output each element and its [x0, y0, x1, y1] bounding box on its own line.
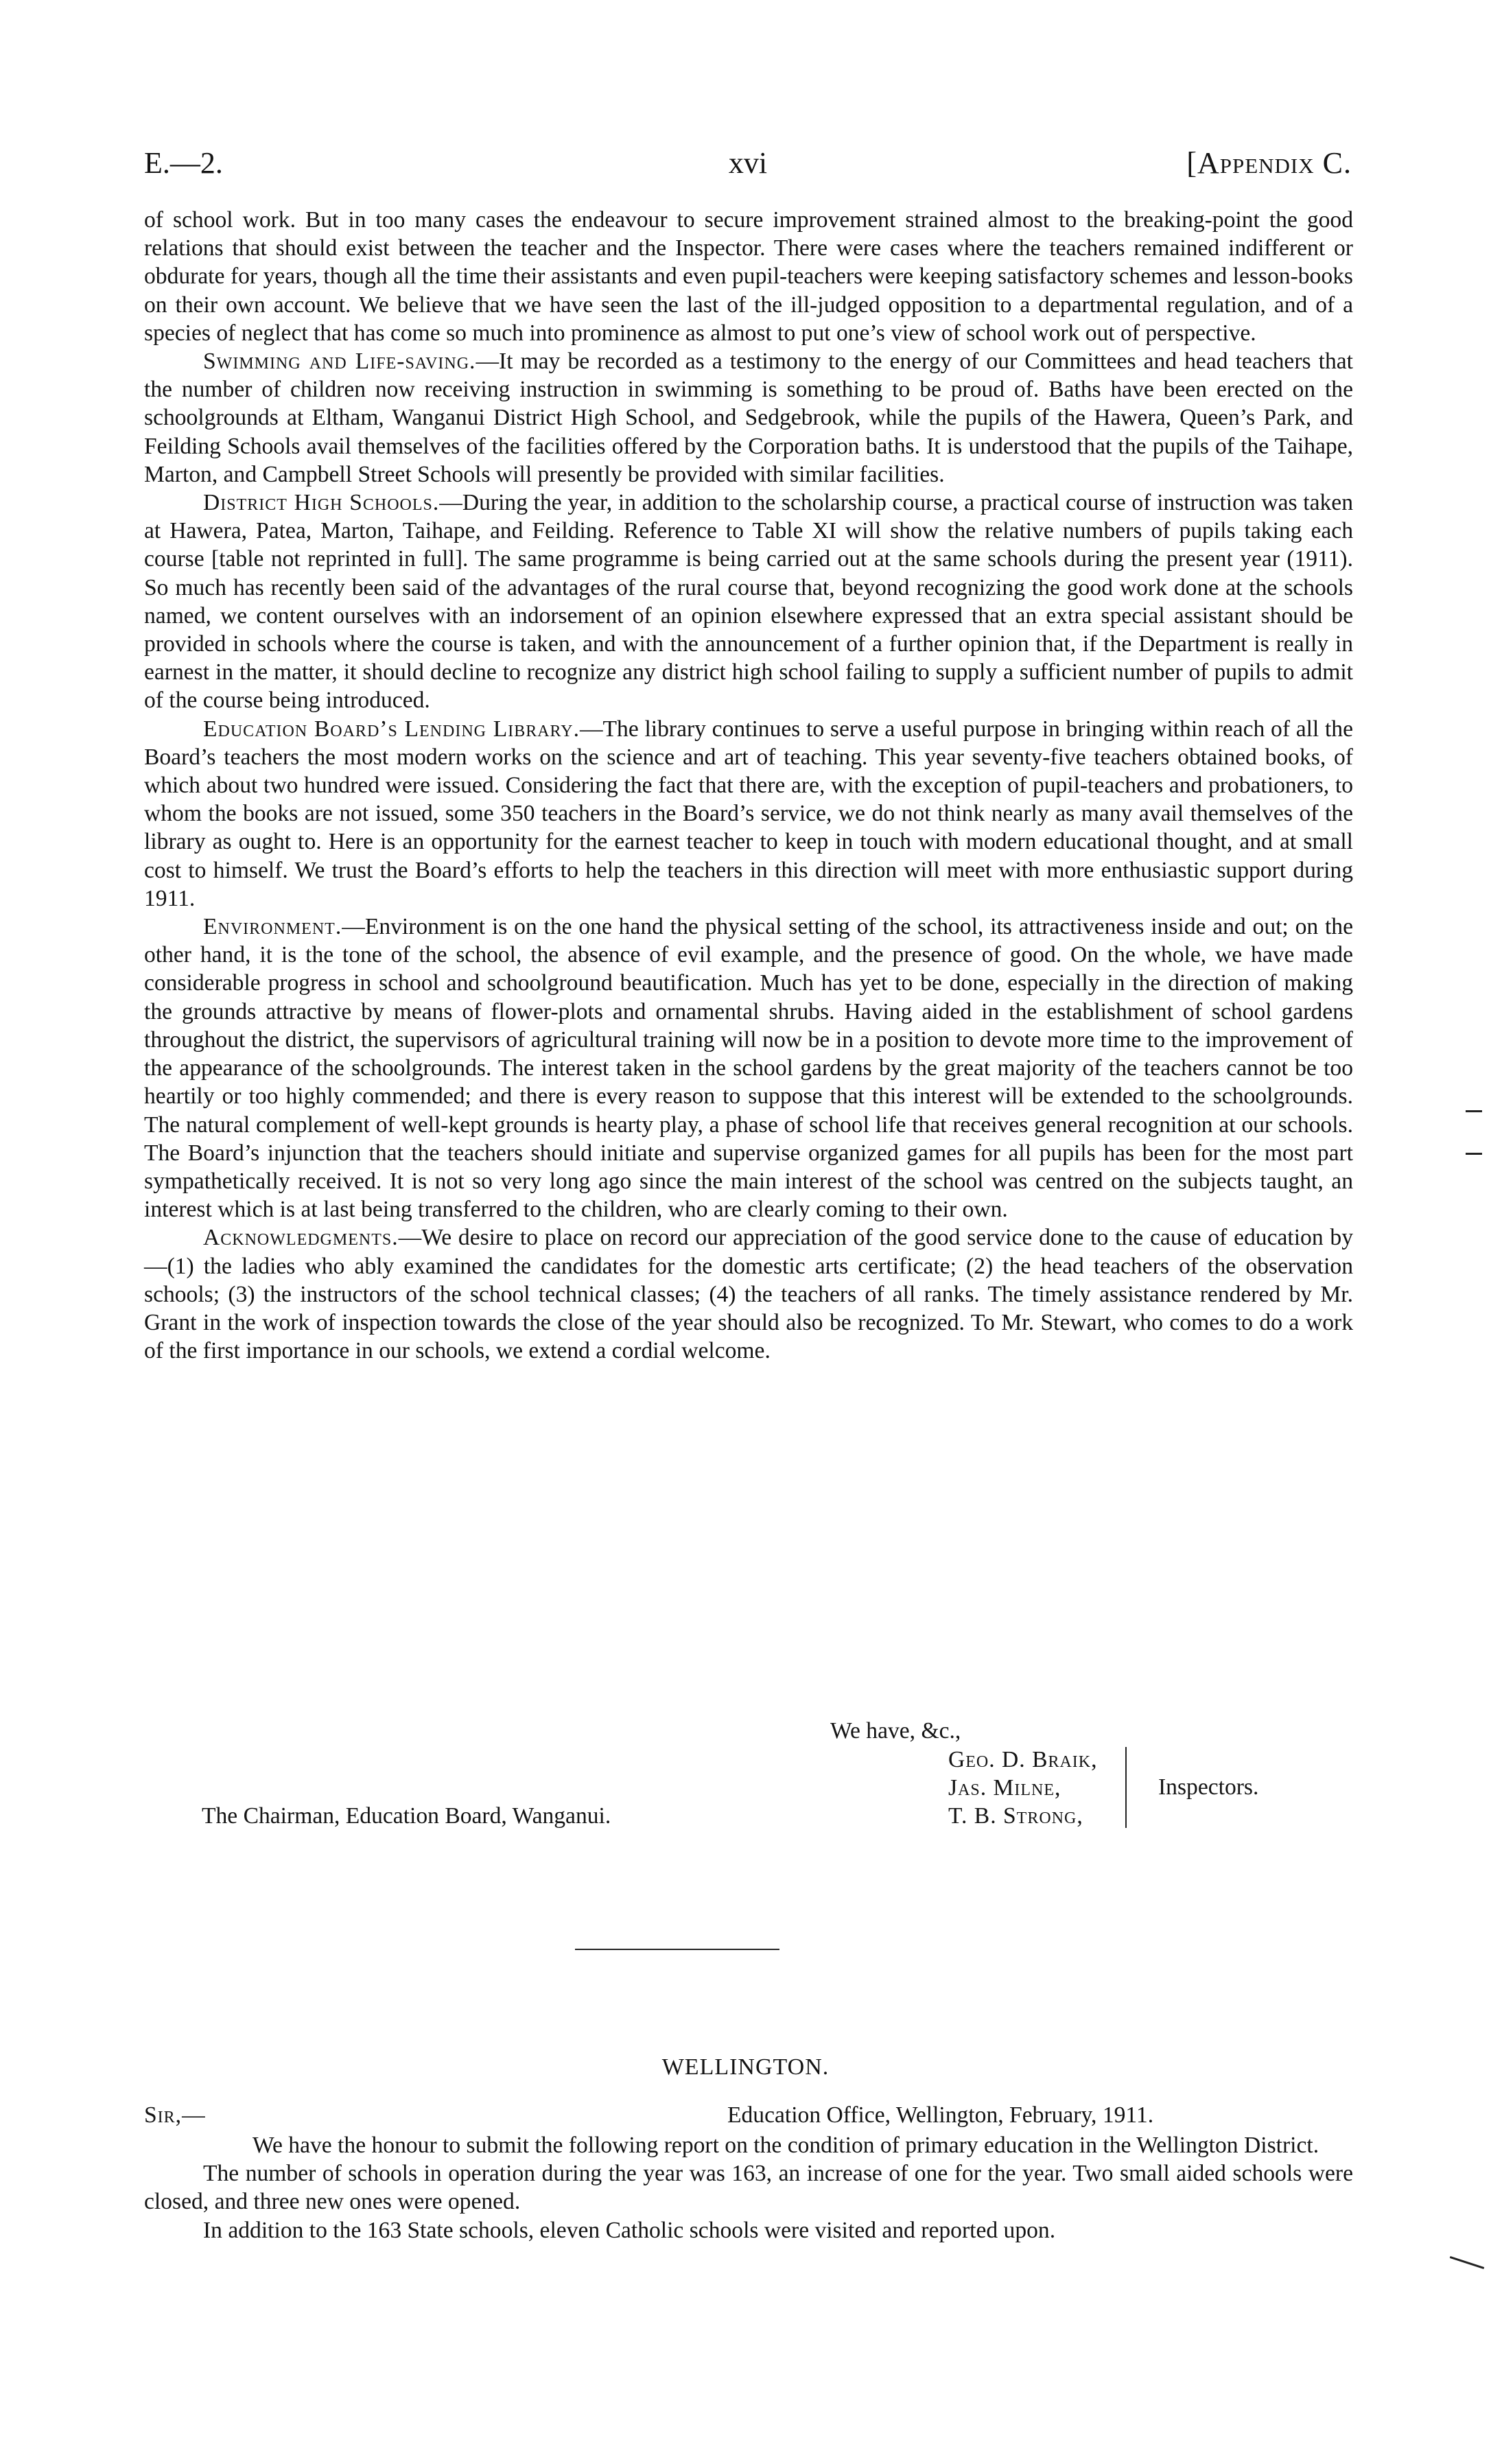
office-date-line: Education Office, Wellington, February, 1911.: [727, 2102, 1154, 2128]
wellington-paragraph: The number of schools in operation during the year was 163, an increase of one for the year. Two small aided schools were closed, and three new ones were opened.: [144, 2161, 1353, 2215]
section-divider: [575, 1949, 779, 1950]
header-left: E.—2.: [144, 146, 223, 180]
section-heading: Education Board’s Lending Library.: [203, 716, 580, 742]
page-header: [144, 145, 1352, 189]
margin-mark: [1450, 2256, 1484, 2269]
salutation: Sir,—: [144, 2102, 206, 2128]
paragraph-district-high-schools: District High Schools.—During the year, in addition to the scholarship course, a practical course of instruction was taken at Hawera, Patea, Marton, Taihape, and Feilding. Reference to Table XI will show the relative numbers of pupils taking each course [table not reprinted in full]. The same programme is being carried out at the same schools during the present year (1911). So much has recently been said of the advantages of the rural course that, beyond recognizing the good work done at the schools named, we content ourselves with an indorsement of an opinion elsewhere expressed that an extra special assistant should be provided in schools where the course is taken, and with the announcement of a further opinion that, if the Department is really in earnest in the matter, it should decline to recognize any district high school failing to supply a sufficient number of pupils to admit of the course being introduced.: [144, 490, 1353, 714]
paragraph-swimming: Swimming and Life-saving.—It may be recorded as a testimony to the energy of our Committees and head teachers that the number of children now receiving instruction in swimming is something to be proud of. Baths have been erected on the schoolgrounds at Eltham, Wanganui District High School, and Sedgebrook, while the pupils of the Hawera, Queen’s Park, and Feilding Schools avail themselves of the facilities offered by the Corporation baths. It is understood that the pupils of the Taihape, Marton, and Campbell Street Schools will presently be provided with similar facilities.: [144, 349, 1353, 487]
section-heading: Acknowledgments.: [203, 1225, 399, 1251]
wellington-paragraph: We have the honour to submit the following report on the condition of primary education in the Wellington District.: [253, 2133, 1319, 2158]
paragraph-environment: Environment.—Environment is on the one hand the physical setting of the school, its attractiveness inside and out; on the other hand, it is the tone of the school, the absence of evil example, and the presence of good. On the whole, we have made considerable progress in school and schoolground beautification. Much has yet to be done, especially in the direction of making the grounds attractive by means of flower-plots and ornamental shrubs. Having aided in the establishment of school gardens throughout the district, the supervisors of agricultural training will now be in a position to devote more time to the improvement of the appearance of the schoolgrounds. The interest taken in the school gardens by the great majority of the teachers cannot be too heartily or too highly commended; and there is every reason to suppose that this interest will be extended to the schoolgrounds. The natural complement of well-kept grounds is hearty play, a phase of school life that receives general recognition at our schools. The Board’s injunction that the teachers should initiate and supervise organized games for all pupils has been for the most part sympathetically received. It is not so very long ago since the main interest of the school was centred on the subjects taught, an interest which is at last being transferred to the children, who are clearly coming to their own.: [144, 914, 1353, 1223]
section-heading: Swimming and Life-saving.: [203, 349, 476, 375]
closing-line: We have, &c.,: [830, 1718, 961, 1744]
brace-divider: [1125, 1747, 1132, 1828]
report-body: [144, 206, 1353, 1365]
signatory-role: Inspectors.: [1158, 1774, 1259, 1800]
wellington-paragraph: In addition to the 163 State schools, eleven Catholic schools were visited and reported upon.: [203, 2217, 1056, 2243]
paragraph-acknowledgments: Acknowledgments.—We desire to place on record our appreciation of the good service done to the cause of education by—(1) the ladies who ably examined the candidates for the domestic arts certificate; (2) the head teachers of the observation schools; (3) the instructors of the school technical classes; (4) the teachers of all ranks. The timely assistance rendered by Mr. Grant in the work of inspection towards the close of the year should also be recognized. To Mr. Stewart, who comes to do a work of the first importance in our schools, we extend a cordial welcome.: [144, 1225, 1353, 1364]
signatory-name: Geo. D. Braik,: [948, 1747, 1098, 1772]
header-appendix: [Appendix C.: [1186, 146, 1352, 180]
addressee-line: The Chairman, Education Board, Wanganui.: [202, 1803, 611, 1829]
signatory-name: T. B. Strong,: [948, 1803, 1083, 1829]
page-number: xvi: [728, 146, 768, 180]
margin-mark: [1466, 1110, 1482, 1112]
wellington-report: [144, 2101, 1353, 2244]
paragraph-lending-library: Education Board’s Lending Library.—The library continues to serve a useful purpose in bringing within reach of all the Board’s teachers the most modern works on the science and art of teaching. This year seventy-five teachers obtained books, of which about two hundred were issued. Considering the fact that there are, with the exception of pupil-teachers and probationers, to whom the books are not issued, some 350 teachers in the Board’s service, we do not think nearly as many avail themselves of the library as ought to. Here is an opportunity for the earnest teacher to keep in touch with modern educational thought, and at small cost to himself. We trust the Board’s efforts to help the teachers in this direction will meet with more enthusiastic support during 1911.: [144, 716, 1353, 911]
section-heading: Environment.: [203, 914, 342, 940]
signatory-name: Jas. Milne,: [948, 1775, 1061, 1801]
paragraph-school-work: of school work. But in too many cases the endeavour to secure improvement strained almost to the breaking-point the good relations that should exist between the teacher and the Inspector. There were cases where the teachers remained indifferent or obdurate for years, though all the time their assistants and even pupil-teachers were keeping satisfactory schemes and lesson-books on their own account. We believe that we have seen the last of the ill-judged opposition to a departmental regulation, and of a species of neglect that has come so much into prominence as almost to put one’s view of school work out of perspective.: [144, 207, 1353, 346]
signature-block: [144, 1717, 1353, 1840]
margin-mark: [1466, 1153, 1482, 1155]
wellington-title: WELLINGTON.: [661, 2054, 830, 2080]
salutation-line: [144, 2101, 1353, 2131]
signatory-names: [948, 1746, 1098, 1831]
section-heading: District High Schools.: [203, 490, 440, 516]
